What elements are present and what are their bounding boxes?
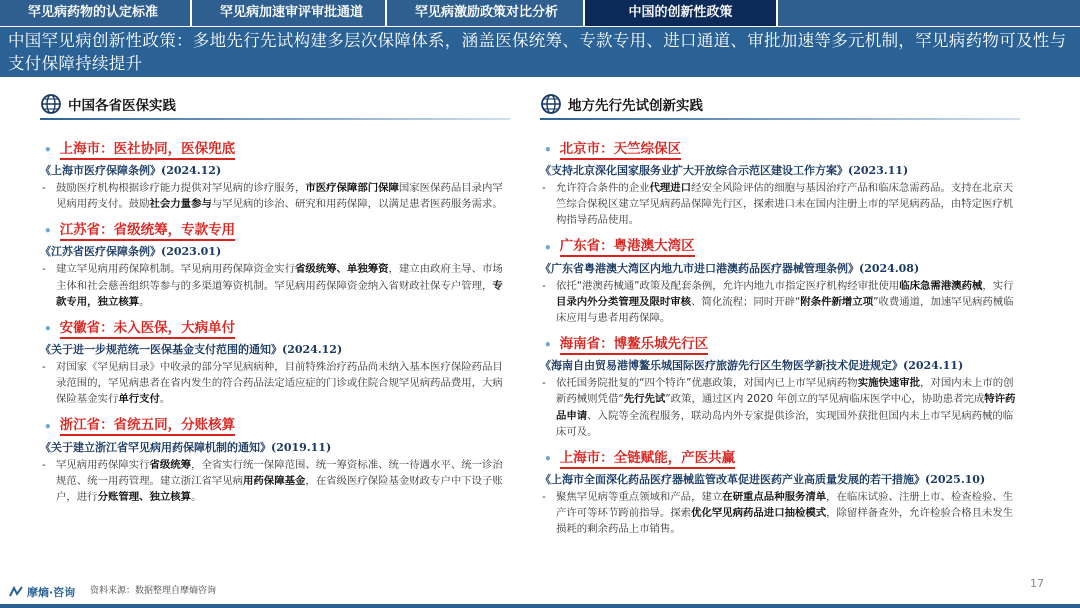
bullet-icon: • bbox=[44, 419, 52, 434]
page-number: 17 bbox=[1030, 577, 1044, 590]
list-item: • 安徽省：未入医保，大病单付 《关于进一步规范统一医保基金支付范围的通知》(2024.12) - 对国家《罕见病目录》中收录的部分罕见病病种，目前特殊治疗药品尚未纳入基本医疗保险药品目录范围的，罕见病患者在省内发生的符合药品法定适应症的门诊或住院合规罕见病药品费用，大病保险基金实行单行支付。 bbox=[40, 319, 510, 408]
policy-law: 《江苏省医疗保障条例》(2023.01) bbox=[40, 245, 222, 259]
list-item: • 上海市：全链赋能，产医共赢 《上海市全面深化药品医疗器械监管改革促进医药产业高质量发展的若干措施》(2025.10) - 聚焦罕见病等重点领域和产品，建立在研重点品种服务清单，在临床试验、注册上市、检查检验、生产许可等环节跨前指导。探索优化罕见病药品进口抽检模式，除留样备查外，允许检验合格且未发生损耗的剩余药品上市销售。 bbox=[540, 449, 1020, 538]
policy-body: 依托“港澳药械通”政策及配套条例，允许内地九市指定医疗机构经审批使用临床急需港澳药械，实行目录内外分类管理及限时审核、简化流程；同时开辟“附条件新增立项”收费通道，加速罕见病药械临床应用与患者用药保障。 bbox=[556, 279, 1014, 325]
brand-mark-icon bbox=[8, 584, 24, 600]
footer-bar bbox=[0, 604, 1080, 608]
tab-bar-fill bbox=[778, 0, 1080, 26]
bullet-icon: • bbox=[44, 224, 52, 239]
list-item: • 北京市：天竺综保区 《支持北京深化国家服务业扩大开放综合示范区建设工作方案》(2023.11) - 允许符合条件的企业代理进口经安全风险评估的细胞与基因治疗产品和临床急需药品。支持在北京天竺综合保税区建立罕见病药品保障先行区，探索进口未在国内注册上市的罕见病药品，由特定医疗机构指导药品使用。 bbox=[540, 140, 1020, 229]
tab-bar bbox=[0, 0, 1080, 26]
policy-body: 罕见病用药保障实行省级统筹，全省实行统一保障范围、统一筹资标准、统一待遇水平、统一诊治规范、统一用药管理。建立浙江省罕见病用药保障基金，在省级医疗保险基金财政专户中下设子账户，进行分账管理、独立核算。 bbox=[56, 458, 503, 504]
tab-accelerated-review[interactable]: 罕见病加速审评审批通道 bbox=[192, 0, 385, 26]
bullet-icon: • bbox=[544, 338, 552, 353]
policy-body: 依托国务院批复的“四个特许”优惠政策，对国内已上市罕见病药物实施快速审批，对国内未上市的创新药械则凭借“先行先试”政策，通过区内 2020 年创立的罕见病临床医学中心，协助患者完成特许药品申请、入院等全流程服务，联动岛内外专家提供诊治，实现国外获批但国内未上市罕见病药械的临床可及。 bbox=[556, 377, 1016, 438]
tab-rare-drug-criteria[interactable]: 罕见病药物的认定标准 bbox=[0, 0, 190, 26]
policy-law: 《关于建立浙江省罕见病用药保障机制的通知》(2019.11) bbox=[40, 440, 332, 454]
policy-heading: 上海市：医社协同，医保兜底 bbox=[60, 141, 236, 160]
right-section-title: 地方先行先试创新实践 bbox=[568, 98, 703, 114]
list-item: • 上海市：医社协同，医保兜底 《上海市医疗保障条例》(2024.12) - 鼓励医疗机构根据诊疗能力提供对罕见病的诊疗服务，市医疗保障部门保障国家医保药品目录内罕见病用药支付。鼓励社会力量参与与罕见病的诊治、研究和用药保障，以满足患者医药服务需求。 bbox=[40, 140, 510, 212]
policy-body: 鼓励医疗机构根据诊疗能力提供对罕见病的诊疗服务，市医疗保障部门保障国家医保药品目录内罕见病用药支付。鼓励社会力量参与与罕见病的诊治、研究和用药保障，以满足患者医药服务需求。 bbox=[56, 182, 503, 211]
policy-heading: 上海市：全链赋能，产医共赢 bbox=[560, 450, 736, 469]
policy-heading: 浙江省：省统五同，分账核算 bbox=[60, 417, 236, 436]
policy-law: 《上海市全面深化药品医疗器械监管改革促进医药产业高质量发展的若干措施》(2025.10) bbox=[540, 473, 986, 487]
policy-heading: 海南省：博鳌乐城先行区 bbox=[560, 336, 709, 355]
policy-heading: 安徽省：未入医保，大病单付 bbox=[60, 320, 236, 339]
headline-banner: 中国罕见病创新性政策：多地先行先试构建多层次保障体系，涵盖医保统筹、专款专用、进口通道、审批加速等多元机制，罕见病药物可及性与支付保障持续提升 bbox=[0, 27, 1080, 77]
policy-law: 《支持北京深化国家服务业扩大开放综合示范区建设工作方案》(2023.11) bbox=[540, 164, 909, 177]
bullet-icon: • bbox=[44, 322, 52, 337]
globe-icon bbox=[40, 93, 62, 115]
policy-law: 《关于进一步规范统一医保基金支付范围的通知》(2024.12) bbox=[40, 343, 343, 357]
source-note: 资料来源：数据整理自摩熵咨询 bbox=[90, 586, 217, 596]
right-section-header bbox=[540, 92, 703, 116]
policy-body: 允许符合条件的企业代理进口经安全风险评估的细胞与基因治疗产品和临床急需药品。支持在北京天竺综合保税区建立罕见病药品保障先行区，探索进口未在国内注册上市的罕见病药品，由特定医疗机构指导药品使用。 bbox=[556, 182, 1014, 227]
policy-heading: 江苏省：省级统筹，专款专用 bbox=[60, 222, 236, 241]
globe-icon bbox=[540, 93, 562, 115]
right-policy-list bbox=[540, 140, 1020, 547]
bullet-icon: • bbox=[544, 240, 552, 255]
brand-name: 摩熵·咨询 bbox=[27, 586, 76, 599]
left-section-header bbox=[40, 92, 176, 116]
policy-heading: 北京市：天竺综保区 bbox=[560, 141, 682, 160]
policy-body: 建立罕见病用药保障机制。罕见病用药保障资金实行省级统筹、单独筹资，建立由政府主导、市场主体和社会慈善组织等参与的多渠道筹资机制。罕见病用药保障资金纳入省财政社保专户管理，专款专用，独立核算。 bbox=[56, 263, 503, 308]
tab-incentive-comparison[interactable]: 罕见病激励政策对比分析 bbox=[387, 0, 583, 26]
list-item: • 海南省：博鳌乐城先行区 《海南自由贸易港博鳌乐城国际医疗旅游先行区生物医学新技术促进规定》(2024.11) - 依托国务院批复的“四个特许”优惠政策，对国内已上市罕见病药物实施快速审批，对国内未上市的创新药械则凭借“先行先试”政策，通过区内 2020 年创立的罕见病临床医学中心，协助患者完成特许药品申请、入院等全流程服务，联动岛内外专家提供诊治，实现国外获批但国内未上市罕见病药械的临床可及。 bbox=[540, 335, 1020, 440]
policy-law: 《海南自由贸易港博鳌乐城国际医疗旅游先行区生物医学新技术促进规定》(2024.11) bbox=[540, 359, 964, 373]
bullet-icon: • bbox=[44, 143, 52, 157]
left-policy-list bbox=[40, 140, 510, 514]
policy-body: 聚焦罕见病等重点领域和产品，建立在研重点品种服务清单，在临床试验、注册上市、检查检验、生产许可等环节跨前指导。探索优化罕见病药品进口抽检模式，除留样备查外，允许检验合格且未发生损耗的剩余药品上市销售。 bbox=[556, 491, 1014, 536]
tab-china-innovation-policy[interactable]: 中国的创新性政策 bbox=[585, 0, 776, 26]
brand-logo bbox=[8, 584, 75, 600]
left-section-divider bbox=[40, 118, 510, 120]
list-item: • 浙江省：省统五同，分账核算 《关于建立浙江省罕见病用药保障机制的通知》(2019.11) - 罕见病用药保障实行省级统筹，全省实行统一保障范围、统一筹资标准、统一待遇水平、统一诊治规范、统一用药管理。建立浙江省罕见病用药保障基金，在省级医疗保险基金财政专户中下设子账户，进行分账管理、独立核算。 bbox=[40, 417, 510, 506]
policy-body: 对国家《罕见病目录》中收录的部分罕见病病种，目前特殊治疗药品尚未纳入基本医疗保险药品目录范围的，罕见病患者在省内发生的符合药品法定适应症的门诊或住院合规罕见病药品费用，大病保险基金实行单行支付。 bbox=[56, 361, 503, 406]
right-section-divider bbox=[540, 118, 1020, 120]
policy-heading: 广东省：粤港澳大湾区 bbox=[560, 238, 695, 257]
bullet-icon: • bbox=[544, 452, 552, 467]
list-item: • 江苏省：省级统筹，专款专用 《江苏省医疗保障条例》(2023.01) - 建立罕见病用药保障机制。罕见病用药保障资金实行省级统筹、单独筹资，建立由政府主导、市场主体和社会慈善组织等参与的多渠道筹资机制。罕见病用药保障资金纳入省财政社保专户管理，专款专用，独立核算。 bbox=[40, 221, 510, 310]
list-item: • 广东省：粤港澳大湾区 《广东省粤港澳大湾区内地九市进口港澳药品医疗器械管理条例》(2024.08) - 依托“港澳药械通”政策及配套条例，允许内地九市指定医疗机构经审批使用临床急需港澳药械，实行目录内外分类管理及限时审核、简化流程；同时开辟“附条件新增立项”收费通道，加速罕见病药械临床应用与患者用药保障。 bbox=[540, 238, 1020, 327]
left-section-title: 中国各省医保实践 bbox=[68, 98, 176, 114]
bullet-icon: • bbox=[544, 143, 552, 157]
policy-law: 《广东省粤港澳大湾区内地九市进口港澳药品医疗器械管理条例》(2024.08) bbox=[540, 261, 920, 275]
policy-law: 《上海市医疗保障条例》(2024.12) bbox=[40, 164, 222, 177]
